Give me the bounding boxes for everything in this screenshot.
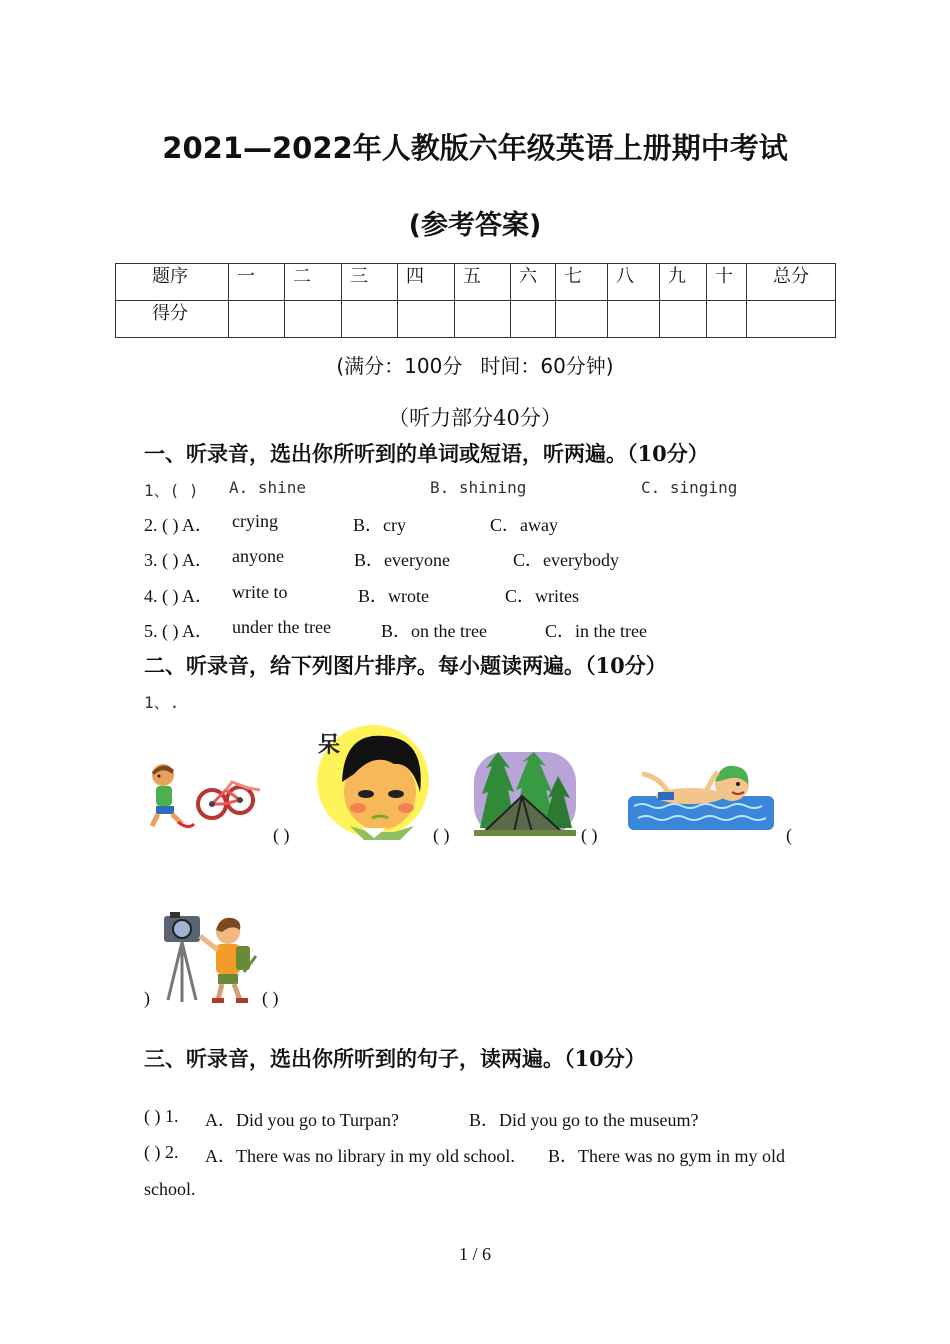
option-b: B. shining <box>430 478 527 497</box>
option-c: C. singing <box>641 478 738 497</box>
section3-item-2 <box>144 1142 844 1166</box>
option-a: crying <box>232 511 278 531</box>
score-row-label: 得分 <box>116 301 229 338</box>
score-header-cell: 十 <box>707 264 747 301</box>
option-c: C．writes <box>505 586 579 606</box>
section1-item-5 <box>144 617 844 641</box>
order-blank-3[interactable]: ( ) <box>581 825 598 845</box>
score-cell[interactable] <box>660 301 707 338</box>
score-header-cell: 一 <box>229 264 285 301</box>
section2-item-label: 1、. <box>144 693 180 712</box>
option-a: A．Did you go to Turpan? <box>205 1110 400 1130</box>
option-a: under the tree <box>232 617 331 637</box>
option-b: B．Did you go to the museum? <box>469 1110 699 1130</box>
score-header-cell: 五 <box>455 264 511 301</box>
page-title: 2021—2022年人教版六年级英语上册期中考试 <box>162 131 788 165</box>
score-header-cell: 九 <box>660 264 707 301</box>
order-blank-1[interactable]: ( ) <box>273 825 290 845</box>
section1-heading: 一、听录音，选出你所听到的单词或短语，听两遍。（10分） <box>144 441 709 466</box>
exam-meta <box>0 350 950 379</box>
page-subtitle: (参考答案) <box>408 210 542 241</box>
section3-heading: 三、听录音，选出你所听到的句子，读两遍。（10分） <box>144 1046 646 1071</box>
order-blank-5[interactable]: ( ) <box>262 988 279 1008</box>
page-number: 1 / 6 <box>458 1244 491 1264</box>
score-cell[interactable] <box>285 301 342 338</box>
option-a: write to <box>232 582 288 602</box>
score-header-cell: 二 <box>285 264 342 301</box>
score-header-cell: 六 <box>511 264 556 301</box>
item-number: 3. ( ) A． <box>144 550 213 570</box>
score-cell[interactable] <box>342 301 398 338</box>
score-header-cell: 八 <box>608 264 660 301</box>
section1-item-2 <box>144 511 844 535</box>
exam-time: 时间：60分钟) <box>480 354 614 378</box>
section1-item-4 <box>144 582 844 606</box>
item-number: ( ) 1. <box>144 1106 179 1126</box>
score-table-score-row <box>116 301 836 338</box>
score-cell[interactable] <box>229 301 285 338</box>
score-header-cell: 总分 <box>747 264 836 301</box>
option-b: B．on the tree <box>381 621 487 641</box>
section3-item-1 <box>144 1106 844 1130</box>
score-cell[interactable] <box>608 301 660 338</box>
option-c: C．everybody <box>513 550 619 570</box>
order-blank-2[interactable]: ( ) <box>433 825 450 845</box>
section1-item-1 <box>144 478 844 502</box>
option-a: A．There was no library in my old school. <box>205 1146 515 1166</box>
option-b: B．cry <box>353 515 406 535</box>
score-cell[interactable] <box>455 301 511 338</box>
order-blank-4-open[interactable]: ( <box>786 825 792 845</box>
item-number: ( ) 2. <box>144 1142 179 1162</box>
score-cell[interactable] <box>747 301 836 338</box>
swimming-boy-image <box>628 762 774 830</box>
item-number: 1、( ) <box>144 481 199 500</box>
tourist-with-camera-image <box>160 910 260 1004</box>
option-b: B．wrote <box>358 586 429 606</box>
score-cell[interactable] <box>707 301 747 338</box>
order-blank-4-close[interactable]: ) <box>144 988 150 1008</box>
score-header-cell: 四 <box>398 264 455 301</box>
full-marks: (满分：100分 <box>336 354 463 378</box>
option-b: B．There was no gym in my old <box>548 1146 785 1166</box>
section2-heading: 二、听录音，给下列图片排序。每小题读两遍。（10分） <box>144 653 667 678</box>
section1-item-3 <box>144 546 844 570</box>
option-c: C．in the tree <box>545 621 647 641</box>
face-symbol-text: 呆 <box>318 733 341 758</box>
section3-item-2-continuation: school. <box>144 1179 196 1199</box>
score-table <box>115 263 836 338</box>
tent-in-forest-image <box>474 752 576 836</box>
boy-with-bike-image <box>148 760 264 832</box>
option-b: B．everyone <box>354 550 450 570</box>
score-cell[interactable] <box>398 301 455 338</box>
listening-part-label: （听力部分40分） <box>388 406 562 430</box>
item-number: 2. ( ) A． <box>144 515 213 535</box>
score-header-cell: 七 <box>556 264 608 301</box>
score-cell[interactable] <box>511 301 556 338</box>
option-c: C．away <box>490 515 558 535</box>
score-cell[interactable] <box>556 301 608 338</box>
sad-boy-face-image <box>314 722 432 840</box>
score-header-cell: 题序 <box>116 264 229 301</box>
score-table-header-row <box>116 264 836 301</box>
item-number: 5. ( ) A． <box>144 621 213 641</box>
option-a: anyone <box>232 546 284 566</box>
score-header-cell: 三 <box>342 264 398 301</box>
option-a: A. shine <box>229 478 307 497</box>
item-number: 4. ( ) A． <box>144 586 213 606</box>
